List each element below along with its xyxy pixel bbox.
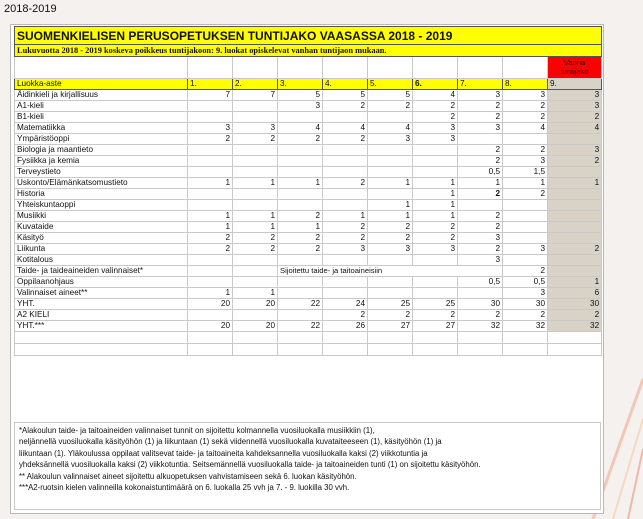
value-cell: 22 [278, 299, 323, 310]
value-cell: 2 [368, 101, 413, 112]
value-cell: 30 [503, 299, 548, 310]
table-row [15, 156, 602, 167]
value-cell [503, 255, 548, 266]
value-cell: 2 [233, 233, 278, 244]
value-cell: 3 [458, 255, 503, 266]
empty-cell [323, 332, 368, 344]
table-row [15, 90, 602, 101]
value-cell: 3 [503, 288, 548, 299]
value-cell: 25 [413, 299, 458, 310]
subject-cell: YHT. [15, 299, 188, 310]
value-cell: 22 [278, 321, 323, 332]
old-value-cell: 3 [548, 90, 602, 101]
value-cell: 4 [368, 123, 413, 134]
value-cell [188, 101, 233, 112]
value-cell: 26 [323, 321, 368, 332]
value-cell: 1 [413, 200, 458, 211]
year-label: 2018-2019 [4, 3, 57, 15]
old-value-cell: 1 [548, 178, 602, 189]
value-cell: 4 [323, 123, 368, 134]
old-value-cell [548, 189, 602, 200]
value-cell: 5 [323, 90, 368, 101]
grade-7: 7. [458, 79, 503, 90]
footnote: liikuntaan (1). Yläkoulussa oppilaat valitsevat taide- ja taitoaineita kahdeksannella vuosiluokalla kaksi (2) viikkotuntia ja [19, 448, 428, 458]
value-cell [233, 145, 278, 156]
value-cell: 20 [233, 299, 278, 310]
old-value-cell: 30 [548, 299, 602, 310]
empty-cell [503, 344, 548, 356]
value-cell [188, 310, 233, 321]
value-cell: 3 [368, 134, 413, 145]
subject-cell: Valinnaiset aineet** [15, 288, 188, 299]
value-cell: 3 [458, 90, 503, 101]
value-cell: 20 [233, 321, 278, 332]
value-cell [323, 277, 368, 288]
old-value-cell [548, 167, 602, 178]
blank-row [15, 332, 602, 344]
value-cell [323, 255, 368, 266]
value-cell: 1 [188, 222, 233, 233]
value-cell: 1 [458, 178, 503, 189]
merged-note-cell: Sijoitettu taide- ja taitoaineisiin [278, 266, 503, 277]
value-cell [323, 200, 368, 211]
value-cell: 2 [458, 156, 503, 167]
page-title: SUOMENKIELISEN PERUSOPETUKSEN TUNTIJAKO VAASASSA 2018 - 2019 [15, 27, 602, 45]
value-cell [233, 277, 278, 288]
value-cell [188, 156, 233, 167]
value-cell: 3 [413, 244, 458, 255]
value-cell [368, 277, 413, 288]
old-value-cell [548, 255, 602, 266]
grade-6: 6. [413, 79, 458, 90]
value-cell: 1 [278, 222, 323, 233]
empty-cell [413, 332, 458, 344]
value-cell [233, 112, 278, 123]
value-cell: 2 [323, 101, 368, 112]
table-row [15, 288, 602, 299]
value-cell: 27 [413, 321, 458, 332]
table-row [15, 134, 602, 145]
value-cell: 3 [368, 244, 413, 255]
value-cell: 1 [368, 211, 413, 222]
value-cell: 2 [458, 310, 503, 321]
value-cell [278, 145, 323, 156]
value-cell: 2 [458, 112, 503, 123]
old-value-cell: 4 [548, 123, 602, 134]
value-cell: 2 [413, 101, 458, 112]
value-cell: 3 [458, 233, 503, 244]
value-cell: 2 [323, 310, 368, 321]
value-cell [188, 277, 233, 288]
value-cell: 7 [188, 90, 233, 101]
value-cell [368, 189, 413, 200]
old-value-cell: 2 [548, 310, 602, 321]
table-row [15, 222, 602, 233]
value-cell: 4 [413, 90, 458, 101]
value-cell: 1 [188, 211, 233, 222]
value-cell: 3 [278, 101, 323, 112]
old-value-cell: 2 [548, 244, 602, 255]
empty-cell [15, 344, 188, 356]
header-cell [15, 57, 188, 79]
value-cell: 2 [458, 244, 503, 255]
old-value-cell: 2 [548, 156, 602, 167]
table-row [15, 277, 602, 288]
value-cell: 2 [233, 244, 278, 255]
value-cell [368, 288, 413, 299]
value-cell: 1 [413, 211, 458, 222]
value-cell: 2 [458, 101, 503, 112]
value-cell [278, 189, 323, 200]
value-cell: 32 [503, 321, 548, 332]
table-row [15, 123, 602, 134]
value-cell: 1,5 [503, 167, 548, 178]
value-cell: 30 [458, 299, 503, 310]
value-cell [188, 112, 233, 123]
old-value-cell [548, 200, 602, 211]
value-cell: 1 [233, 211, 278, 222]
subject-cell: Oppilaanohjaus [15, 277, 188, 288]
value-cell: 3 [458, 123, 503, 134]
value-cell: 3 [188, 123, 233, 134]
value-cell: 20 [188, 299, 233, 310]
old-value-cell [548, 266, 602, 277]
value-cell [503, 222, 548, 233]
value-cell: 3 [233, 123, 278, 134]
old-value-cell: 3 [548, 145, 602, 156]
value-cell [278, 167, 323, 178]
value-cell: 3 [413, 123, 458, 134]
table-row [15, 112, 602, 123]
value-cell [368, 167, 413, 178]
footnote: neljännellä vuosiluokalla käsityöhön (1) ja liikuntaan (1) sekä viidennellä vuosiluokalla kuvataiteeseen (1), käsityöhön (1) ja [19, 437, 442, 447]
value-cell: 2 [503, 112, 548, 123]
value-cell [503, 134, 548, 145]
value-cell [413, 145, 458, 156]
value-cell [458, 200, 503, 211]
empty-cell [368, 344, 413, 356]
value-cell [368, 112, 413, 123]
table-row [15, 321, 602, 332]
value-cell: 1 [233, 222, 278, 233]
value-cell: 1 [278, 178, 323, 189]
header-cell [323, 57, 368, 79]
value-cell: 1 [413, 178, 458, 189]
subject-cell: Ympäristöoppi [15, 134, 188, 145]
value-cell: 2 [278, 211, 323, 222]
old-value-cell: 1 [548, 277, 602, 288]
old-value-cell [548, 211, 602, 222]
value-cell: 1 [503, 178, 548, 189]
value-cell: 2 [278, 244, 323, 255]
table-row [15, 255, 602, 266]
value-cell: 2 [323, 233, 368, 244]
table-row [15, 200, 602, 211]
value-cell [188, 189, 233, 200]
value-cell: 2 [278, 134, 323, 145]
subject-cell: A2 KIELI [15, 310, 188, 321]
value-cell: 2 [368, 233, 413, 244]
value-cell: 32 [458, 321, 503, 332]
empty-cell [548, 332, 602, 344]
old-value-cell: 32 [548, 321, 602, 332]
value-cell: 4 [503, 123, 548, 134]
table-row [15, 178, 602, 189]
value-cell: 1 [188, 288, 233, 299]
table-row [15, 101, 602, 112]
value-cell: 1 [188, 178, 233, 189]
value-cell: 0,5 [503, 277, 548, 288]
table-row [15, 211, 602, 222]
empty-cell [458, 344, 503, 356]
header-cell [368, 57, 413, 79]
value-cell: 2 [503, 266, 548, 277]
value-cell: 2 [413, 233, 458, 244]
subject-cell: Historia [15, 189, 188, 200]
header-cell [278, 57, 323, 79]
value-cell [413, 288, 458, 299]
value-cell: 3 [503, 156, 548, 167]
empty-cell [278, 344, 323, 356]
value-cell: 5 [278, 90, 323, 101]
value-cell: 2 [368, 310, 413, 321]
value-cell [458, 288, 503, 299]
value-cell [458, 134, 503, 145]
subject-cell: B1-kieli [15, 112, 188, 123]
value-cell: 2 [458, 222, 503, 233]
empty-cell [188, 332, 233, 344]
value-cell [188, 266, 233, 277]
old-value-cell [548, 222, 602, 233]
value-cell: 2 [188, 244, 233, 255]
footnote: *Alakoulun taide- ja taitoaineiden valinnaiset tunnit on sijoitettu kolmannella vuosiluokalla musiikkiin (1), [19, 426, 375, 435]
subject-cell: Matematiikka [15, 123, 188, 134]
value-cell [413, 167, 458, 178]
grade-2: 2. [233, 79, 278, 90]
header-cell [503, 57, 548, 79]
value-cell [323, 189, 368, 200]
table-row [15, 299, 602, 310]
value-cell [233, 189, 278, 200]
footnote: ** Alakoulun valinnaiset aineet sijoitettu alkuopetuksen vahvistamiseen sekä 6. luokan käsityöhön. [19, 471, 357, 481]
value-cell: 2 [413, 310, 458, 321]
grade-header-row [15, 79, 602, 90]
value-cell [278, 255, 323, 266]
value-cell [233, 156, 278, 167]
value-cell: 1 [368, 200, 413, 211]
value-cell [368, 156, 413, 167]
value-cell: 1 [413, 189, 458, 200]
subject-cell: Uskonto/Elämänkatsomustieto [15, 178, 188, 189]
value-cell [278, 112, 323, 123]
value-cell [278, 288, 323, 299]
empty-cell [15, 332, 188, 344]
value-cell: 2 [278, 233, 323, 244]
value-cell [503, 200, 548, 211]
grade-3: 3. [278, 79, 323, 90]
header-cell [458, 57, 503, 79]
value-cell [233, 266, 278, 277]
value-cell: 1 [323, 211, 368, 222]
old-value-cell: 6 [548, 288, 602, 299]
value-cell: 2 [233, 134, 278, 145]
footnote: yhdeksännellä vuosiluokalla kaksi (2) viikkotuntia. Seitsemännellä vuosiluokalla taide- ja taitoaineiden tunti (1) on sijoitettu käsityöhön. [19, 460, 481, 470]
value-cell: 2 [413, 112, 458, 123]
value-cell [323, 156, 368, 167]
value-cell: 2 [503, 145, 548, 156]
value-cell: 3 [323, 244, 368, 255]
value-cell: 3 [503, 244, 548, 255]
value-cell: 2 [503, 189, 548, 200]
value-cell: 2 [188, 134, 233, 145]
table-row [15, 244, 602, 255]
old-value-cell [548, 233, 602, 244]
value-cell: 2 [323, 134, 368, 145]
value-cell [188, 200, 233, 211]
value-cell: 2 [323, 222, 368, 233]
subject-cell: Fysiikka ja kemia [15, 156, 188, 167]
value-cell [368, 145, 413, 156]
value-cell [278, 200, 323, 211]
value-cell: 2 [323, 178, 368, 189]
value-cell: 27 [368, 321, 413, 332]
grade-5: 5. [368, 79, 413, 90]
value-cell [368, 255, 413, 266]
value-cell: 1 [233, 178, 278, 189]
footnote: ***A2-ruotsin kielen valinneilla kokonaistuntimäärä on 6. luokalla 25 vvh ja 7. - 9. luokilla 30 vvh. [19, 483, 350, 493]
subject-cell: Kotitalous [15, 255, 188, 266]
table-row [15, 167, 602, 178]
value-cell [323, 112, 368, 123]
value-cell: 2 [458, 211, 503, 222]
value-cell: 2 [503, 310, 548, 321]
subject-cell: Liikunta [15, 244, 188, 255]
grade-label: Luokka-aste [15, 79, 188, 90]
old-value-cell: 3 [548, 101, 602, 112]
value-cell [323, 167, 368, 178]
subject-cell: Käsityö [15, 233, 188, 244]
value-cell [233, 101, 278, 112]
value-cell [278, 277, 323, 288]
value-cell [188, 167, 233, 178]
value-cell [413, 156, 458, 167]
empty-cell [233, 344, 278, 356]
value-cell [278, 156, 323, 167]
value-cell: 2 [368, 222, 413, 233]
subject-cell: YHT.*** [15, 321, 188, 332]
table-row [15, 189, 602, 200]
grade-1: 1. [188, 79, 233, 90]
value-cell: 24 [323, 299, 368, 310]
value-cell [188, 145, 233, 156]
empty-cell [548, 344, 602, 356]
value-cell [503, 233, 548, 244]
timetable-sheet [10, 24, 604, 514]
empty-cell [368, 332, 413, 344]
value-cell: 0,5 [458, 167, 503, 178]
value-cell [188, 255, 233, 266]
old-value-cell: 2 [548, 112, 602, 123]
empty-cell [233, 332, 278, 344]
subject-cell: Biologia ja maantieto [15, 145, 188, 156]
value-cell: 4 [278, 123, 323, 134]
empty-cell [503, 332, 548, 344]
value-cell: 0,5 [458, 277, 503, 288]
value-cell: 2 [458, 189, 503, 200]
value-cell [323, 145, 368, 156]
subject-cell: Musiikki [15, 211, 188, 222]
value-cell: 2 [188, 233, 233, 244]
grade-8: 8. [503, 79, 548, 90]
header-cell [233, 57, 278, 79]
value-cell [503, 211, 548, 222]
subject-cell: Yhteiskuntaoppi [15, 200, 188, 211]
value-cell [323, 288, 368, 299]
footnotes [14, 422, 601, 510]
subject-cell: Äidinkieli ja kirjallisuus [15, 90, 188, 101]
value-cell: 2 [413, 222, 458, 233]
value-cell [413, 255, 458, 266]
value-cell: 25 [368, 299, 413, 310]
value-cell: 7 [233, 90, 278, 101]
value-cell [233, 200, 278, 211]
value-cell: 1 [368, 178, 413, 189]
table-row [15, 310, 602, 321]
value-cell: 20 [188, 321, 233, 332]
empty-cell [458, 332, 503, 344]
value-cell: 2 [503, 101, 548, 112]
subject-cell: A1-kieli [15, 101, 188, 112]
empty-cell [278, 332, 323, 344]
exception-note: Lukuvuotta 2018 - 2019 koskeva poikkeus tuntijakoon: 9. luokat opiskelevat vanhan tuntijaon mukaan. [15, 45, 602, 57]
value-cell [233, 310, 278, 321]
value-cell [278, 310, 323, 321]
value-cell: 5 [368, 90, 413, 101]
old-value-cell [548, 134, 602, 145]
value-cell: 3 [413, 134, 458, 145]
table-row [15, 145, 602, 156]
header-cell [413, 57, 458, 79]
empty-cell [413, 344, 458, 356]
blank-row [15, 344, 602, 356]
value-cell: 3 [503, 90, 548, 101]
header-cell [188, 57, 233, 79]
grade-4: 4. [323, 79, 368, 90]
empty-cell [188, 344, 233, 356]
value-cell [233, 255, 278, 266]
empty-cell [323, 344, 368, 356]
subject-cell: Terveystieto [15, 167, 188, 178]
value-cell [413, 277, 458, 288]
timetable-grid [14, 26, 602, 356]
table-row [15, 233, 602, 244]
grade-9: 9. [548, 79, 602, 90]
value-cell [233, 167, 278, 178]
old-timetable-header: Vanha tuntijako [548, 57, 602, 79]
value-cell: 2 [458, 145, 503, 156]
value-cell: 1 [233, 288, 278, 299]
subject-cell: Kuvataide [15, 222, 188, 233]
table-row [15, 266, 602, 277]
subject-cell: Taide- ja taideaineiden valinnaiset* [15, 266, 188, 277]
